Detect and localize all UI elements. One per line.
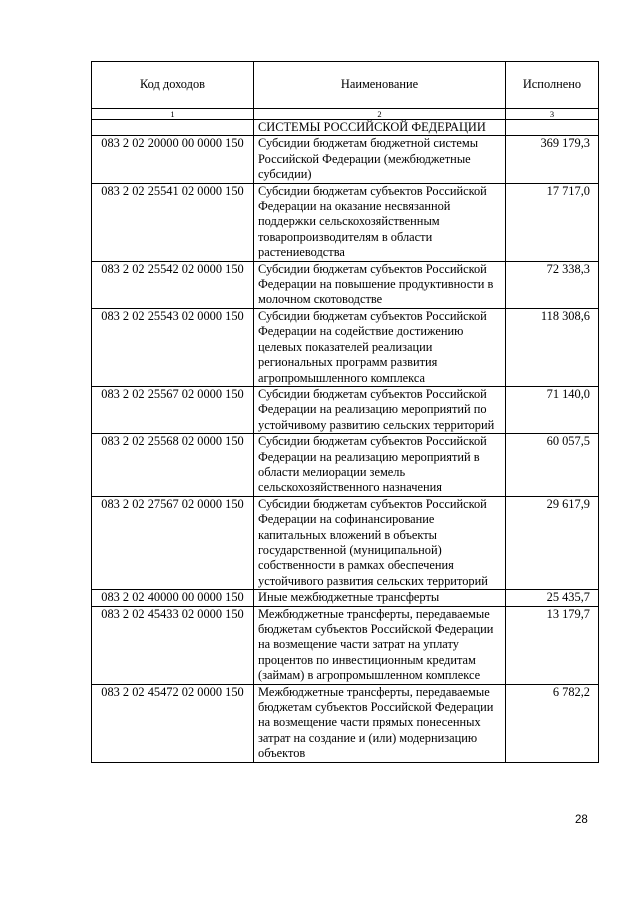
table-row bbox=[92, 261, 599, 308]
header-row bbox=[92, 62, 599, 109]
table-row bbox=[92, 434, 599, 497]
code-cell: 083 2 02 45472 02 0000 150 bbox=[92, 684, 254, 762]
table-row bbox=[92, 590, 599, 606]
column-number: 1 bbox=[92, 109, 254, 120]
name-cell: Субсидии бюджетам субъектов Российской Федерации на софинансирование капитальных вложений в объекты государственной (муниципальной) собственности в рамках обеспечения устойчивого развития сельских территорий bbox=[254, 496, 506, 589]
code-cell: 083 2 02 25568 02 0000 150 bbox=[92, 434, 254, 497]
value-cell: 369 179,3 bbox=[506, 136, 599, 183]
table-row bbox=[92, 183, 599, 261]
table-row bbox=[92, 386, 599, 433]
value-cell: 13 179,7 bbox=[506, 606, 599, 684]
code-cell: 083 2 02 27567 02 0000 150 bbox=[92, 496, 254, 589]
header-name: Наименование bbox=[254, 62, 506, 109]
name-cell: Субсидии бюджетам субъектов Российской Федерации на оказание несвязанной поддержки сельскохозяйственным товаропроизводителям в области растениеводства bbox=[254, 183, 506, 261]
code-cell: 083 2 02 25567 02 0000 150 bbox=[92, 386, 254, 433]
table-row bbox=[92, 684, 599, 762]
code-cell: 083 2 02 40000 00 0000 150 bbox=[92, 590, 254, 606]
page-number: 28 bbox=[575, 814, 588, 826]
name-cell: Иные межбюджетные трансферты bbox=[254, 590, 506, 606]
income-table bbox=[91, 61, 599, 763]
code-cell: 083 2 02 20000 00 0000 150 bbox=[92, 136, 254, 183]
code-cell: 083 2 02 25541 02 0000 150 bbox=[92, 183, 254, 261]
value-cell: 118 308,6 bbox=[506, 308, 599, 386]
column-number-row bbox=[92, 109, 599, 120]
table-row bbox=[92, 308, 599, 386]
continuation-row bbox=[92, 120, 599, 136]
table-row bbox=[92, 496, 599, 589]
name-cell: Субсидии бюджетам субъектов Российской Федерации на реализацию мероприятий по устойчивому развитию сельских территорий bbox=[254, 386, 506, 433]
column-number: 2 bbox=[254, 109, 506, 120]
table-row bbox=[92, 136, 599, 183]
value-cell: 17 717,0 bbox=[506, 183, 599, 261]
code-cell: 083 2 02 45433 02 0000 150 bbox=[92, 606, 254, 684]
empty-cell bbox=[92, 120, 254, 136]
value-cell: 6 782,2 bbox=[506, 684, 599, 762]
name-cell: Межбюджетные трансферты, передаваемые бюджетам субъектов Российской Федерации на возмещение части затрат на уплату процентов по инвестиционным кредитам (займам) в агропромышленном комплексе bbox=[254, 606, 506, 684]
column-number: 3 bbox=[506, 109, 599, 120]
table-row bbox=[92, 606, 599, 684]
header-value: Исполнено bbox=[506, 62, 599, 109]
name-cell: Субсидии бюджетам бюджетной системы Российской Федерации (межбюджетные субсидии) bbox=[254, 136, 506, 183]
name-cell: Субсидии бюджетам субъектов Российской Федерации на повышение продуктивности в молочном скотоводстве bbox=[254, 261, 506, 308]
value-cell: 29 617,9 bbox=[506, 496, 599, 589]
continuation-text: СИСТЕМЫ РОССИЙСКОЙ ФЕДЕРАЦИИ bbox=[254, 120, 506, 136]
name-cell: Межбюджетные трансферты, передаваемые бюджетам субъектов Российской Федерации на возмещение части прямых понесенных затрат на создание и (или) модернизацию объектов bbox=[254, 684, 506, 762]
value-cell: 25 435,7 bbox=[506, 590, 599, 606]
name-cell: Субсидии бюджетам субъектов Российской Федерации на реализацию мероприятий в области мелиорации земель сельскохозяйственного назначения bbox=[254, 434, 506, 497]
empty-cell bbox=[506, 120, 599, 136]
code-cell: 083 2 02 25543 02 0000 150 bbox=[92, 308, 254, 386]
header-code: Код доходов bbox=[92, 62, 254, 109]
table-body bbox=[92, 136, 599, 762]
value-cell: 71 140,0 bbox=[506, 386, 599, 433]
value-cell: 72 338,3 bbox=[506, 261, 599, 308]
code-cell: 083 2 02 25542 02 0000 150 bbox=[92, 261, 254, 308]
name-cell: Субсидии бюджетам субъектов Российской Федерации на содействие достижению целевых показателей реализации региональных программ развития агропромышленного комплекса bbox=[254, 308, 506, 386]
value-cell: 60 057,5 bbox=[506, 434, 599, 497]
